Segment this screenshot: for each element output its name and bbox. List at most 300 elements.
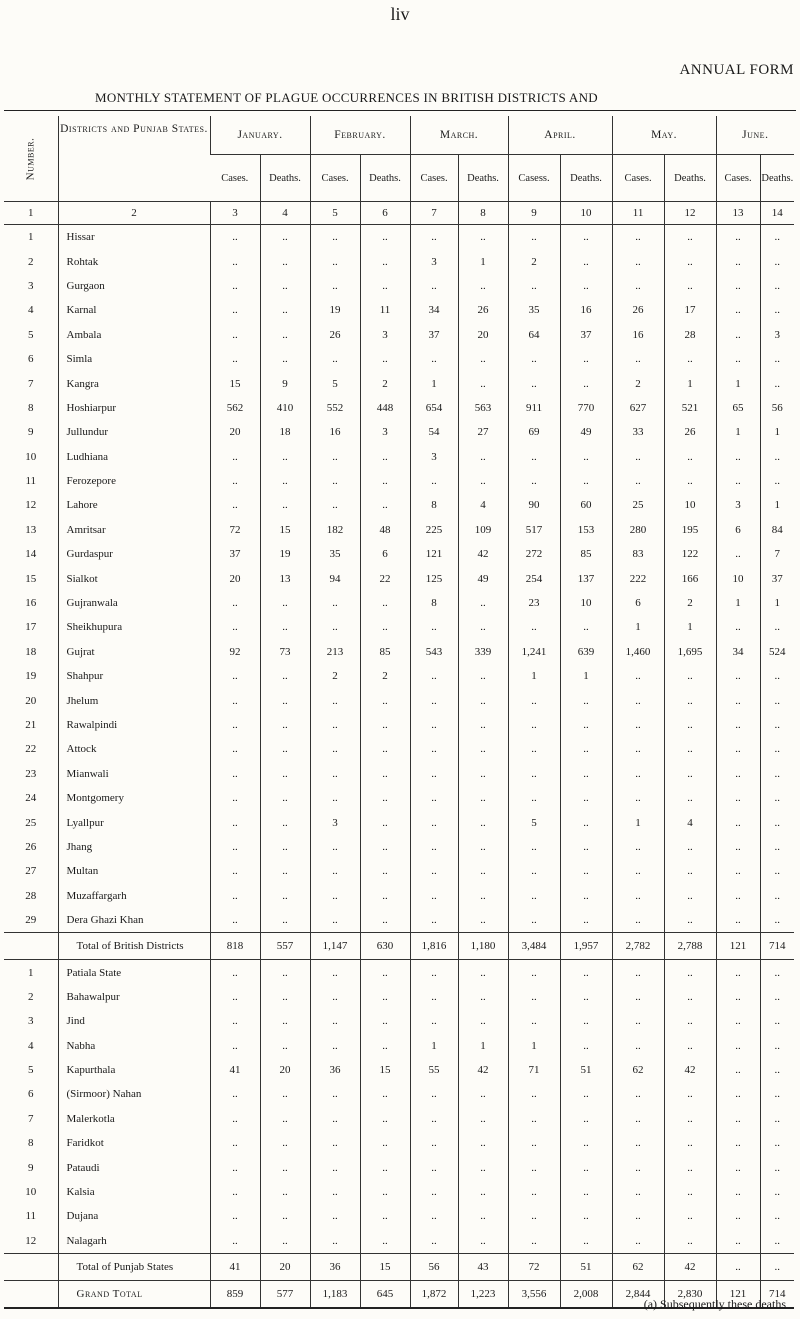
table-row xyxy=(4,737,794,761)
row-number: 1 xyxy=(28,966,34,979)
cases-cell: .. xyxy=(410,985,458,1009)
district-name: Rohtak xyxy=(58,249,210,273)
row-number: 9 xyxy=(28,426,34,439)
deaths-cell: .. xyxy=(760,786,794,810)
deaths-cell: .. xyxy=(260,884,310,908)
deaths-cell: 20 xyxy=(260,1254,310,1281)
cases-cell: .. xyxy=(508,985,560,1009)
deaths-cell: 51 xyxy=(560,1254,612,1281)
deaths-cell: .. xyxy=(560,810,612,834)
cases-cell: .. xyxy=(716,1229,760,1254)
cases-cell: .. xyxy=(508,762,560,786)
cases-cell: .. xyxy=(716,713,760,737)
cases-cell: .. xyxy=(410,713,458,737)
cases-cell: .. xyxy=(410,1229,458,1254)
district-name: Montgomery xyxy=(58,786,210,810)
cases-cell: .. xyxy=(410,786,458,810)
deaths-cell: .. xyxy=(260,786,310,810)
cases-cell: .. xyxy=(716,985,760,1009)
row-number: 14 xyxy=(25,548,37,561)
district-name: Gurgaon xyxy=(58,274,210,298)
deaths-cell: .. xyxy=(760,1254,794,1281)
cases-cell: .. xyxy=(508,1155,560,1179)
deaths-cell: 410 xyxy=(260,396,310,420)
table-row xyxy=(4,1204,794,1228)
deaths-cell: 18 xyxy=(260,420,310,444)
subcol-header: Deaths. xyxy=(760,155,794,202)
cases-cell: .. xyxy=(310,1034,360,1058)
row-number: 2 xyxy=(28,990,34,1003)
cases-cell: .. xyxy=(612,664,664,688)
deaths-cell: .. xyxy=(664,664,716,688)
cases-cell: 26 xyxy=(612,298,664,322)
district-name: Dera Ghazi Khan xyxy=(58,908,210,933)
row-number: 19 xyxy=(25,670,37,683)
cases-cell: .. xyxy=(210,1034,260,1058)
deaths-cell: .. xyxy=(260,1155,310,1179)
deaths-cell: .. xyxy=(664,1180,716,1204)
deaths-cell: .. xyxy=(260,445,310,469)
district-name: Faridkot xyxy=(58,1131,210,1155)
district-name: Ludhiana xyxy=(58,445,210,469)
cases-cell: 90 xyxy=(508,493,560,517)
cases-cell: .. xyxy=(310,469,360,493)
cases-cell: .. xyxy=(716,347,760,371)
deaths-cell: 11 xyxy=(360,298,410,322)
cases-cell: 1 xyxy=(612,810,664,834)
cases-cell: .. xyxy=(612,985,664,1009)
district-name: Kapurthala xyxy=(58,1058,210,1082)
deaths-cell: .. xyxy=(260,347,310,371)
district-name: Simla xyxy=(58,347,210,371)
deaths-cell: 339 xyxy=(458,640,508,664)
cases-cell: 62 xyxy=(612,1254,664,1281)
cases-cell: .. xyxy=(210,225,260,250)
deaths-cell: .. xyxy=(260,664,310,688)
deaths-cell: .. xyxy=(664,274,716,298)
cases-cell: 1,147 xyxy=(310,933,360,960)
deaths-cell: .. xyxy=(760,249,794,273)
deaths-cell: .. xyxy=(560,859,612,883)
deaths-cell: .. xyxy=(360,249,410,273)
deaths-cell: .. xyxy=(360,1180,410,1204)
deaths-cell: 9 xyxy=(260,371,310,395)
column-number: 3 xyxy=(210,202,260,225)
cases-cell: .. xyxy=(716,225,760,250)
deaths-cell: 557 xyxy=(260,933,310,960)
table-row xyxy=(4,960,794,985)
cases-cell: 213 xyxy=(310,640,360,664)
deaths-cell: .. xyxy=(360,1034,410,1058)
cases-cell: .. xyxy=(210,786,260,810)
deaths-cell: 43 xyxy=(458,1254,508,1281)
row-number: 29 xyxy=(25,914,37,927)
deaths-cell: .. xyxy=(560,347,612,371)
cases-cell: .. xyxy=(508,274,560,298)
cases-cell: .. xyxy=(410,884,458,908)
cases-cell: 2 xyxy=(508,249,560,273)
deaths-cell: 3 xyxy=(760,323,794,347)
deaths-cell: 42 xyxy=(664,1254,716,1281)
cases-cell: .. xyxy=(716,1180,760,1204)
deaths-cell: .. xyxy=(760,1009,794,1033)
deaths-cell: 10 xyxy=(664,493,716,517)
cases-cell: .. xyxy=(612,1204,664,1228)
deaths-cell: 1 xyxy=(664,371,716,395)
cases-cell: .. xyxy=(410,1204,458,1228)
cases-cell: 121 xyxy=(410,542,458,566)
cases-cell: .. xyxy=(612,688,664,712)
deaths-cell: .. xyxy=(760,371,794,395)
district-name: Rawalpindi xyxy=(58,713,210,737)
month-header-may: May. xyxy=(612,116,716,155)
cases-cell: .. xyxy=(508,469,560,493)
deaths-cell: 26 xyxy=(664,420,716,444)
deaths-cell: .. xyxy=(458,859,508,883)
subcol-header: Deaths. xyxy=(260,155,310,202)
deaths-cell: .. xyxy=(664,908,716,933)
deaths-cell: .. xyxy=(458,713,508,737)
deaths-cell: .. xyxy=(760,1058,794,1082)
row-number: 28 xyxy=(25,889,37,902)
deaths-cell: .. xyxy=(664,1229,716,1254)
deaths-cell: .. xyxy=(260,274,310,298)
deaths-cell: 563 xyxy=(458,396,508,420)
cases-cell: 72 xyxy=(508,1254,560,1281)
table-row xyxy=(4,786,794,810)
deaths-cell: 1,223 xyxy=(458,1281,508,1309)
column-number: 13 xyxy=(716,202,760,225)
cases-cell: .. xyxy=(612,786,664,810)
table-row xyxy=(4,688,794,712)
district-name: Nabha xyxy=(58,1034,210,1058)
deaths-cell: .. xyxy=(458,1131,508,1155)
deaths-cell: .. xyxy=(458,591,508,615)
subcol-header: Deaths. xyxy=(664,155,716,202)
cases-cell: 16 xyxy=(310,420,360,444)
district-name: Lyallpur xyxy=(58,810,210,834)
cases-cell: 1 xyxy=(716,420,760,444)
cases-cell: .. xyxy=(310,1180,360,1204)
row-number: 3 xyxy=(28,279,34,292)
cases-cell: 2 xyxy=(310,664,360,688)
deaths-cell: .. xyxy=(360,960,410,985)
subcol-header: Cases. xyxy=(310,155,360,202)
page-number: liv xyxy=(390,4,410,24)
deaths-cell: 1 xyxy=(760,420,794,444)
cases-cell: .. xyxy=(310,493,360,517)
cases-cell: 543 xyxy=(410,640,458,664)
deaths-cell: .. xyxy=(260,469,310,493)
deaths-cell: .. xyxy=(260,249,310,273)
cases-cell: .. xyxy=(410,835,458,859)
cases-cell: .. xyxy=(612,445,664,469)
cases-cell: .. xyxy=(716,445,760,469)
cases-cell: .. xyxy=(310,786,360,810)
deaths-cell: .. xyxy=(458,985,508,1009)
cases-cell: 26 xyxy=(310,323,360,347)
deaths-cell: .. xyxy=(360,713,410,737)
cases-cell: .. xyxy=(210,1009,260,1033)
deaths-cell: .. xyxy=(458,347,508,371)
cases-cell: 222 xyxy=(612,566,664,590)
cases-cell: .. xyxy=(716,1131,760,1155)
deaths-cell: .. xyxy=(560,371,612,395)
cases-cell: 8 xyxy=(410,493,458,517)
district-name: Patiala State xyxy=(58,960,210,985)
deaths-cell: .. xyxy=(760,835,794,859)
deaths-cell: .. xyxy=(360,762,410,786)
cases-cell: .. xyxy=(508,713,560,737)
cases-cell: .. xyxy=(410,737,458,761)
cases-cell: .. xyxy=(210,1082,260,1106)
cases-cell: .. xyxy=(508,1107,560,1131)
deaths-cell: .. xyxy=(260,225,310,250)
deaths-cell: .. xyxy=(760,225,794,250)
row-number: 26 xyxy=(25,840,37,853)
cases-cell: .. xyxy=(210,347,260,371)
cases-cell: .. xyxy=(716,1034,760,1058)
table-row xyxy=(4,664,794,688)
deaths-cell: .. xyxy=(360,985,410,1009)
row-number: 12 xyxy=(25,499,37,512)
deaths-cell: .. xyxy=(760,664,794,688)
deaths-cell: .. xyxy=(260,713,310,737)
cases-cell: .. xyxy=(310,591,360,615)
cases-cell: .. xyxy=(310,960,360,985)
deaths-cell: .. xyxy=(560,688,612,712)
table-row xyxy=(4,225,794,250)
deaths-cell: .. xyxy=(760,859,794,883)
district-name: Jhelum xyxy=(58,688,210,712)
deaths-cell: .. xyxy=(458,274,508,298)
deaths-cell: .. xyxy=(664,835,716,859)
cases-cell: .. xyxy=(508,737,560,761)
district-name: Dujana xyxy=(58,1204,210,1228)
deaths-cell: .. xyxy=(560,762,612,786)
deaths-cell: 645 xyxy=(360,1281,410,1309)
cases-cell: 1 xyxy=(410,371,458,395)
deaths-cell: 2,788 xyxy=(664,933,716,960)
deaths-cell: .. xyxy=(458,835,508,859)
cases-cell: .. xyxy=(716,688,760,712)
cases-cell: .. xyxy=(410,960,458,985)
cases-cell: .. xyxy=(310,347,360,371)
subcol-header: Cases. xyxy=(410,155,458,202)
deaths-cell: .. xyxy=(664,688,716,712)
column-number: 6 xyxy=(360,202,410,225)
cases-cell: 517 xyxy=(508,518,560,542)
cases-cell: 41 xyxy=(210,1058,260,1082)
cases-cell: .. xyxy=(310,713,360,737)
cases-cell: .. xyxy=(310,615,360,639)
subcol-header: Casess. xyxy=(508,155,560,202)
deaths-cell: 714 xyxy=(760,933,794,960)
cases-cell: .. xyxy=(310,835,360,859)
table-row xyxy=(4,1034,794,1058)
deaths-cell: 630 xyxy=(360,933,410,960)
district-name: Lahore xyxy=(58,493,210,517)
month-header-april: April. xyxy=(508,116,612,155)
deaths-cell: 85 xyxy=(560,542,612,566)
district-name: Hissar xyxy=(58,225,210,250)
cases-cell: .. xyxy=(410,664,458,688)
cases-cell: 1 xyxy=(508,1034,560,1058)
district-name: Gujranwala xyxy=(58,591,210,615)
deaths-cell: .. xyxy=(360,1229,410,1254)
district-name: Jind xyxy=(58,1009,210,1033)
cases-cell: .. xyxy=(310,1131,360,1155)
month-header-february: February. xyxy=(310,116,410,155)
row-number: 10 xyxy=(25,1186,37,1199)
deaths-cell: .. xyxy=(458,786,508,810)
deaths-cell: 19 xyxy=(260,542,310,566)
cases-cell: 3,484 xyxy=(508,933,560,960)
district-name: Kangra xyxy=(58,371,210,395)
cases-cell: .. xyxy=(410,469,458,493)
cases-cell: .. xyxy=(210,810,260,834)
cases-cell: .. xyxy=(410,1155,458,1179)
cases-cell: 254 xyxy=(508,566,560,590)
cases-cell: 65 xyxy=(716,396,760,420)
cases-cell: .. xyxy=(716,908,760,933)
cases-cell: 55 xyxy=(410,1058,458,1082)
cases-cell: .. xyxy=(310,884,360,908)
deaths-cell: 48 xyxy=(360,518,410,542)
cases-cell: .. xyxy=(508,884,560,908)
table-row xyxy=(4,591,794,615)
column-number: 4 xyxy=(260,202,310,225)
deaths-cell: .. xyxy=(560,615,612,639)
deaths-cell: 56 xyxy=(760,396,794,420)
cases-cell: .. xyxy=(310,1155,360,1179)
cases-cell: .. xyxy=(612,1107,664,1131)
cases-cell: .. xyxy=(716,615,760,639)
cases-cell: 94 xyxy=(310,566,360,590)
cases-cell: 3 xyxy=(410,445,458,469)
table-row xyxy=(4,1155,794,1179)
cases-cell: .. xyxy=(310,1204,360,1228)
deaths-cell: .. xyxy=(360,445,410,469)
deaths-cell: .. xyxy=(260,615,310,639)
cases-cell: .. xyxy=(210,960,260,985)
row-number: 8 xyxy=(28,401,34,414)
deaths-cell: .. xyxy=(664,737,716,761)
cases-cell: .. xyxy=(210,615,260,639)
deaths-cell: .. xyxy=(760,469,794,493)
deaths-cell: .. xyxy=(260,493,310,517)
cases-cell: .. xyxy=(508,1082,560,1106)
cases-cell: .. xyxy=(508,859,560,883)
table-row xyxy=(4,493,794,517)
deaths-cell: .. xyxy=(260,591,310,615)
cases-cell: .. xyxy=(310,908,360,933)
deaths-cell: .. xyxy=(260,737,310,761)
cases-cell: 3 xyxy=(410,249,458,273)
deaths-cell: .. xyxy=(360,835,410,859)
cases-cell: .. xyxy=(508,445,560,469)
deaths-cell: .. xyxy=(458,737,508,761)
deaths-cell: 16 xyxy=(560,298,612,322)
cases-cell: 92 xyxy=(210,640,260,664)
cases-cell: .. xyxy=(210,713,260,737)
district-name: Jullundur xyxy=(58,420,210,444)
cases-cell: 654 xyxy=(410,396,458,420)
deaths-cell: .. xyxy=(560,1155,612,1179)
cases-cell: .. xyxy=(310,762,360,786)
cases-cell: .. xyxy=(410,762,458,786)
table-row xyxy=(4,274,794,298)
cases-cell: .. xyxy=(716,1009,760,1033)
cases-cell: 41 xyxy=(210,1254,260,1281)
table-row xyxy=(4,1082,794,1106)
cases-cell: .. xyxy=(716,884,760,908)
deaths-cell: 42 xyxy=(664,1058,716,1082)
cases-cell: .. xyxy=(210,274,260,298)
cases-cell: .. xyxy=(508,371,560,395)
cases-cell: 859 xyxy=(210,1281,260,1309)
cases-cell: .. xyxy=(508,786,560,810)
cases-cell: .. xyxy=(310,249,360,273)
cases-cell: .. xyxy=(310,1107,360,1131)
cases-cell: .. xyxy=(410,1009,458,1033)
deaths-cell: 770 xyxy=(560,396,612,420)
cases-cell: .. xyxy=(410,274,458,298)
deaths-cell: .. xyxy=(560,445,612,469)
cases-cell: .. xyxy=(410,908,458,933)
cases-cell: .. xyxy=(210,591,260,615)
district-name: Gurdaspur xyxy=(58,542,210,566)
cases-cell: 1,872 xyxy=(410,1281,458,1309)
cases-cell: 15 xyxy=(210,371,260,395)
cases-cell: .. xyxy=(508,688,560,712)
table-row xyxy=(4,566,794,590)
table-row xyxy=(4,518,794,542)
deaths-cell: .. xyxy=(360,859,410,883)
cases-cell: 19 xyxy=(310,298,360,322)
row-number: 24 xyxy=(25,792,37,805)
cases-cell: .. xyxy=(410,225,458,250)
deaths-cell: 1 xyxy=(458,249,508,273)
deaths-cell: 49 xyxy=(560,420,612,444)
deaths-cell: .. xyxy=(360,1131,410,1155)
cases-cell: 72 xyxy=(210,518,260,542)
cases-cell: 1 xyxy=(716,371,760,395)
deaths-cell: .. xyxy=(458,445,508,469)
deaths-cell: .. xyxy=(560,225,612,250)
cases-cell: .. xyxy=(410,615,458,639)
cases-cell: .. xyxy=(612,884,664,908)
cases-cell: .. xyxy=(716,1058,760,1082)
cases-cell: .. xyxy=(716,1107,760,1131)
deaths-cell: 15 xyxy=(360,1058,410,1082)
deaths-cell: .. xyxy=(664,859,716,883)
table-row xyxy=(4,985,794,1009)
district-name: Malerkotla xyxy=(58,1107,210,1131)
deaths-cell: .. xyxy=(260,1204,310,1228)
table-row xyxy=(4,371,794,395)
deaths-cell: .. xyxy=(260,1229,310,1254)
cases-cell: .. xyxy=(210,1229,260,1254)
deaths-cell: .. xyxy=(458,1180,508,1204)
district-name: (Sirmoor) Nahan xyxy=(58,1082,210,1106)
deaths-cell: .. xyxy=(560,786,612,810)
deaths-cell: .. xyxy=(760,1082,794,1106)
cases-cell: 36 xyxy=(310,1254,360,1281)
cases-cell: .. xyxy=(508,1009,560,1033)
cases-cell: .. xyxy=(612,1009,664,1033)
cases-cell: .. xyxy=(210,249,260,273)
